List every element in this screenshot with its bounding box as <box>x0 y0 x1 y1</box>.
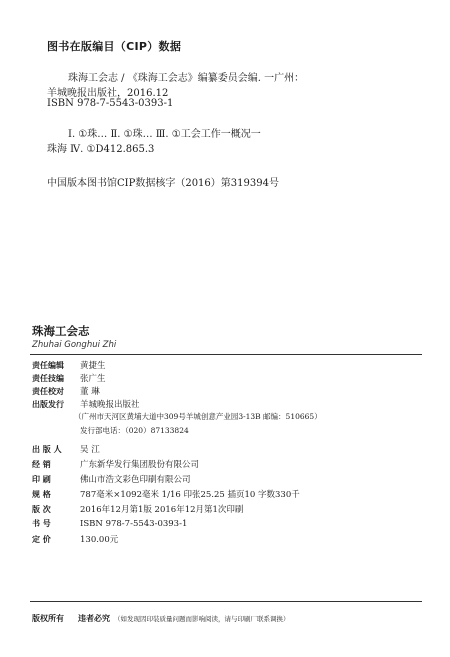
copyright-text: （如发现因印装质量问题而影响阅读，请与印刷厂联系调换） <box>114 615 290 623</box>
detail-value: 130.00元 <box>80 535 119 545</box>
cip-line-classification: Ⅰ. ①珠… Ⅱ. ①珠… Ⅲ. ①工会工作一概况一 <box>68 129 261 140</box>
detail-row <box>32 443 100 455</box>
credit-label: 责任技编 <box>32 374 64 383</box>
detail-value: 787毫米×1092毫米 1/16 印张25.25 插页10 字数330千 <box>80 490 300 500</box>
cip-line-publisher: 羊城晚报出版社，2016.12 <box>47 88 169 99</box>
credit-value: 董 琳 <box>80 387 100 397</box>
top-rule <box>30 354 422 355</box>
copyright-notice <box>32 613 290 624</box>
cip-line-title: 珠海工会志 / 《珠海工会志》编纂委员会编. 一广州： <box>68 73 305 84</box>
cip-line-classification-cont: 珠海 Ⅳ. ①D412.865.3 <box>47 144 155 155</box>
credit-label: 责任编辑 <box>32 361 64 370</box>
detail-value: 广东新华发行集团股份有限公司 <box>80 460 200 470</box>
detail-value: 2016年12月第1版 2016年12月第1次印刷 <box>80 505 244 515</box>
credit-label: 责任校对 <box>32 387 64 396</box>
copyright-label: 版权所有 <box>32 614 64 623</box>
detail-row <box>32 518 187 529</box>
detail-row <box>32 458 199 470</box>
detail-label: 出 版 人 <box>32 445 62 454</box>
detail-label: 印 刷 <box>32 475 51 484</box>
detail-label: 经 销 <box>32 460 51 469</box>
credit-row <box>32 398 140 410</box>
credit-row <box>32 385 100 397</box>
credit-value: 张广生 <box>80 374 106 384</box>
detail-label: 书 号 <box>32 519 51 528</box>
book-title: 珠海工会志 <box>32 324 90 338</box>
detail-label: 定 价 <box>32 535 51 544</box>
publisher-phone: 发行部电话：（020）87133824 <box>80 426 189 435</box>
credit-value: 黄捷生 <box>80 361 106 371</box>
cip-heading: 图书在版编目（CIP）数据 <box>47 40 182 53</box>
credit-value: 羊城晚报出版社 <box>80 400 140 410</box>
copyright-warning: 违者必究 <box>78 614 110 623</box>
bottom-rule <box>30 601 422 602</box>
credit-label: 出版发行 <box>32 400 64 409</box>
cip-data-number: 中国版本图书馆CIP数据核字（2016）第319394号 <box>47 178 279 189</box>
detail-value: ISBN 978-7-5543-0393-1 <box>80 519 188 529</box>
detail-row <box>32 488 300 500</box>
publisher-address: （广州市天河区黄埔大道中309号羊城创意产业园3-13B 邮编：510665） <box>74 412 322 421</box>
detail-value: 吴 江 <box>80 445 100 455</box>
detail-row <box>32 503 243 515</box>
detail-value: 佛山市浩文彩色印刷有限公司 <box>80 475 191 485</box>
credit-row <box>32 359 106 371</box>
detail-row <box>32 533 118 545</box>
detail-label: 版 次 <box>32 505 51 514</box>
credit-row <box>32 372 106 384</box>
book-title-pinyin: Zhuhai Gonghui Zhi <box>32 340 117 350</box>
detail-row <box>32 473 191 485</box>
cip-line-isbn: ISBN 978-7-5543-0393-1 <box>47 98 174 109</box>
detail-label: 规 格 <box>32 490 51 499</box>
